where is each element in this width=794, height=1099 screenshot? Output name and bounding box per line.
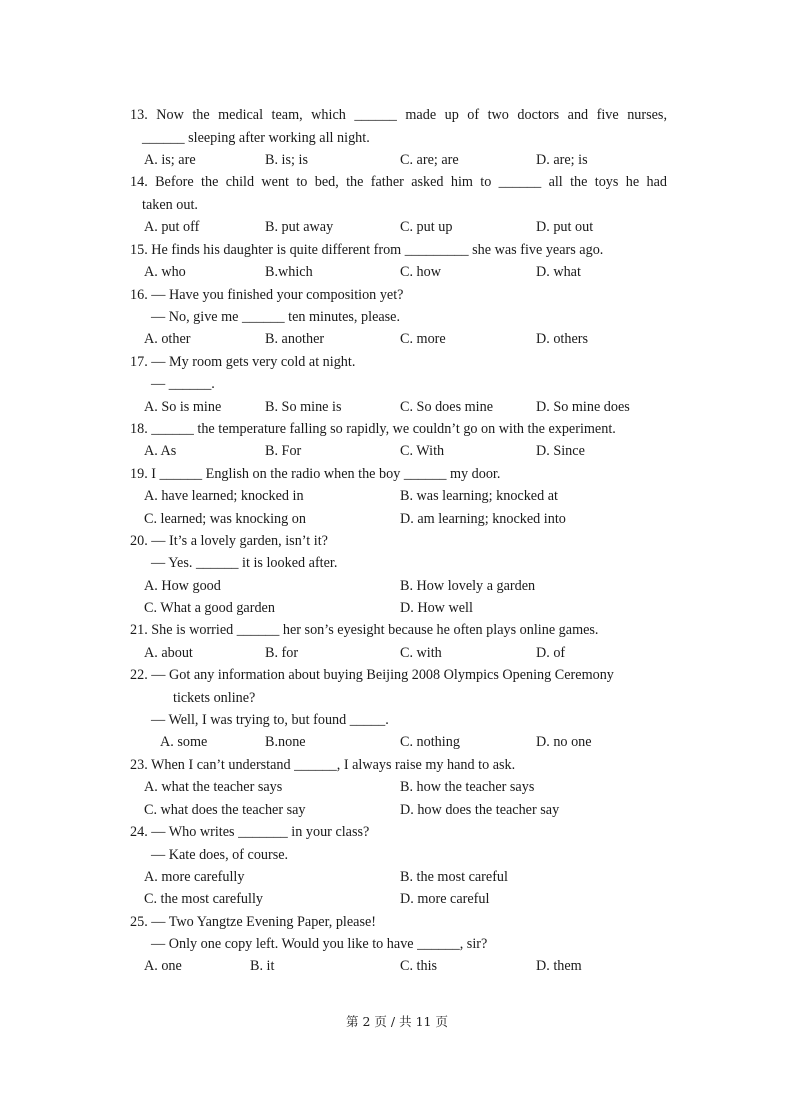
question-20-line-1: 20. — It’s a lovely garden, isn’t it?: [130, 533, 328, 549]
q16-option-b: B. another: [265, 331, 325, 347]
q22-option-d: D. no one: [536, 734, 592, 750]
question-25-line-1: 25. — Two Yangtze Evening Paper, please!: [130, 914, 377, 930]
question-17-line-2: — ______.: [151, 376, 215, 392]
q14-option-a: A. put off: [144, 219, 200, 235]
question-20-line-2: — Yes. ______ it is looked after.: [151, 555, 338, 571]
q16-option-d: D. others: [536, 331, 589, 347]
q21-option-c: C. with: [400, 645, 442, 661]
q23-option-d: D. how does the teacher say: [400, 802, 560, 818]
q18-option-d: D. Since: [536, 443, 585, 459]
q22-option-c: C. nothing: [400, 734, 460, 750]
question-16-line-1: 16. — Have you finished your composition yet?: [130, 287, 404, 303]
q19-option-a: A. have learned; knocked in: [144, 488, 304, 504]
q13-option-a: A. is; are: [144, 152, 196, 168]
q17-option-c: C. So does mine: [400, 399, 494, 415]
q17-option-b: B. So mine is: [265, 399, 342, 415]
q23-option-c: C. what does the teacher say: [144, 802, 306, 818]
question-25-line-2: — Only one copy left. Would you like to have ______, sir?: [151, 936, 488, 952]
question-18-line-1: 18. ______ the temperature falling so rapidly, we couldn’t go on with the experiment.: [130, 421, 616, 437]
q13-option-d: D. are; is: [536, 152, 588, 168]
q19-option-b: B. was learning; knocked at: [400, 488, 558, 504]
question-13-line-2: ______ sleeping after working all night.: [142, 130, 370, 146]
q17-option-d: D. So mine does: [536, 399, 630, 415]
q25-option-d: D. them: [536, 958, 582, 974]
q17-option-a: A. So is mine: [144, 399, 222, 415]
q23-option-a: A. what the teacher says: [144, 779, 283, 795]
q16-option-c: C. more: [400, 331, 446, 347]
question-16-line-2: — No, give me ______ ten minutes, please.: [151, 309, 401, 325]
q19-option-d: D. am learning; knocked into: [400, 511, 566, 527]
q13-option-c: C. are; are: [400, 152, 459, 168]
question-14-line-2: taken out.: [142, 197, 198, 213]
q13-option-b: B. is; is: [265, 152, 308, 168]
q20-option-c: C. What a good garden: [144, 600, 275, 616]
q18-option-c: C. With: [400, 443, 445, 459]
question-24-line-1: 24. — Who writes _______ in your class?: [130, 824, 370, 840]
q14-option-d: D. put out: [536, 219, 594, 235]
question-14-line-1: 14. Before the child went to bed, the father asked him to ______ all the toys he had: [130, 174, 667, 190]
q16-option-a: A. other: [144, 331, 191, 347]
q21-option-a: A. about: [144, 645, 193, 661]
question-23-line-1: 23. When I can’t understand ______, I always raise my hand to ask.: [130, 757, 516, 773]
q25-option-a: A. one: [144, 958, 182, 974]
q22-option-b: B.none: [265, 734, 306, 750]
q14-option-c: C. put up: [400, 219, 453, 235]
q24-option-a: A. more carefully: [144, 869, 245, 885]
q24-option-d: D. more careful: [400, 891, 490, 907]
q15-option-d: D. what: [536, 264, 581, 280]
question-19-line-1: 19. I ______ English on the radio when the boy ______ my door.: [130, 466, 501, 482]
q18-option-a: A. As: [144, 443, 177, 459]
question-15-line-1: 15. He finds his daughter is quite different from _________ she was five years ago.: [130, 242, 604, 258]
q15-option-a: A. who: [144, 264, 186, 280]
question-13-line-1: 13. Now the medical team, which ______ made up of two doctors and five nurses,: [130, 107, 667, 123]
q15-option-c: C. how: [400, 264, 441, 280]
q24-option-b: B. the most careful: [400, 869, 508, 885]
page-footer: 第 2 页 / 共 11 页: [346, 1014, 448, 1029]
question-22-line-2: tickets online?: [173, 690, 256, 706]
q19-option-c: C. learned; was knocking on: [144, 511, 306, 527]
q14-option-b: B. put away: [265, 219, 334, 235]
q20-option-a: A. How good: [144, 578, 221, 594]
q22-option-a: A. some: [160, 734, 208, 750]
question-17-line-1: 17. — My room gets very cold at night.: [130, 354, 356, 370]
q20-option-d: D. How well: [400, 600, 473, 616]
q21-option-b: B. for: [265, 645, 299, 661]
question-21-line-1: 21. She is worried ______ her son’s eyesight because he often plays online games.: [130, 622, 599, 638]
q24-option-c: C. the most carefully: [144, 891, 263, 907]
q20-option-b: B. How lovely a garden: [400, 578, 536, 594]
q21-option-d: D. of: [536, 645, 566, 661]
question-22-line-3: — Well, I was trying to, but found _____.: [151, 712, 389, 728]
q25-option-b: B. it: [250, 958, 275, 974]
question-22-line-1: 22. — Got any information about buying Beijing 2008 Olympics Opening Ceremony: [130, 667, 614, 683]
q25-option-c: C. this: [400, 958, 438, 974]
q18-option-b: B. For: [265, 443, 302, 459]
question-24-line-2: — Kate does, of course.: [151, 847, 289, 863]
q23-option-b: B. how the teacher says: [400, 779, 535, 795]
q15-option-b: B.which: [265, 264, 313, 280]
